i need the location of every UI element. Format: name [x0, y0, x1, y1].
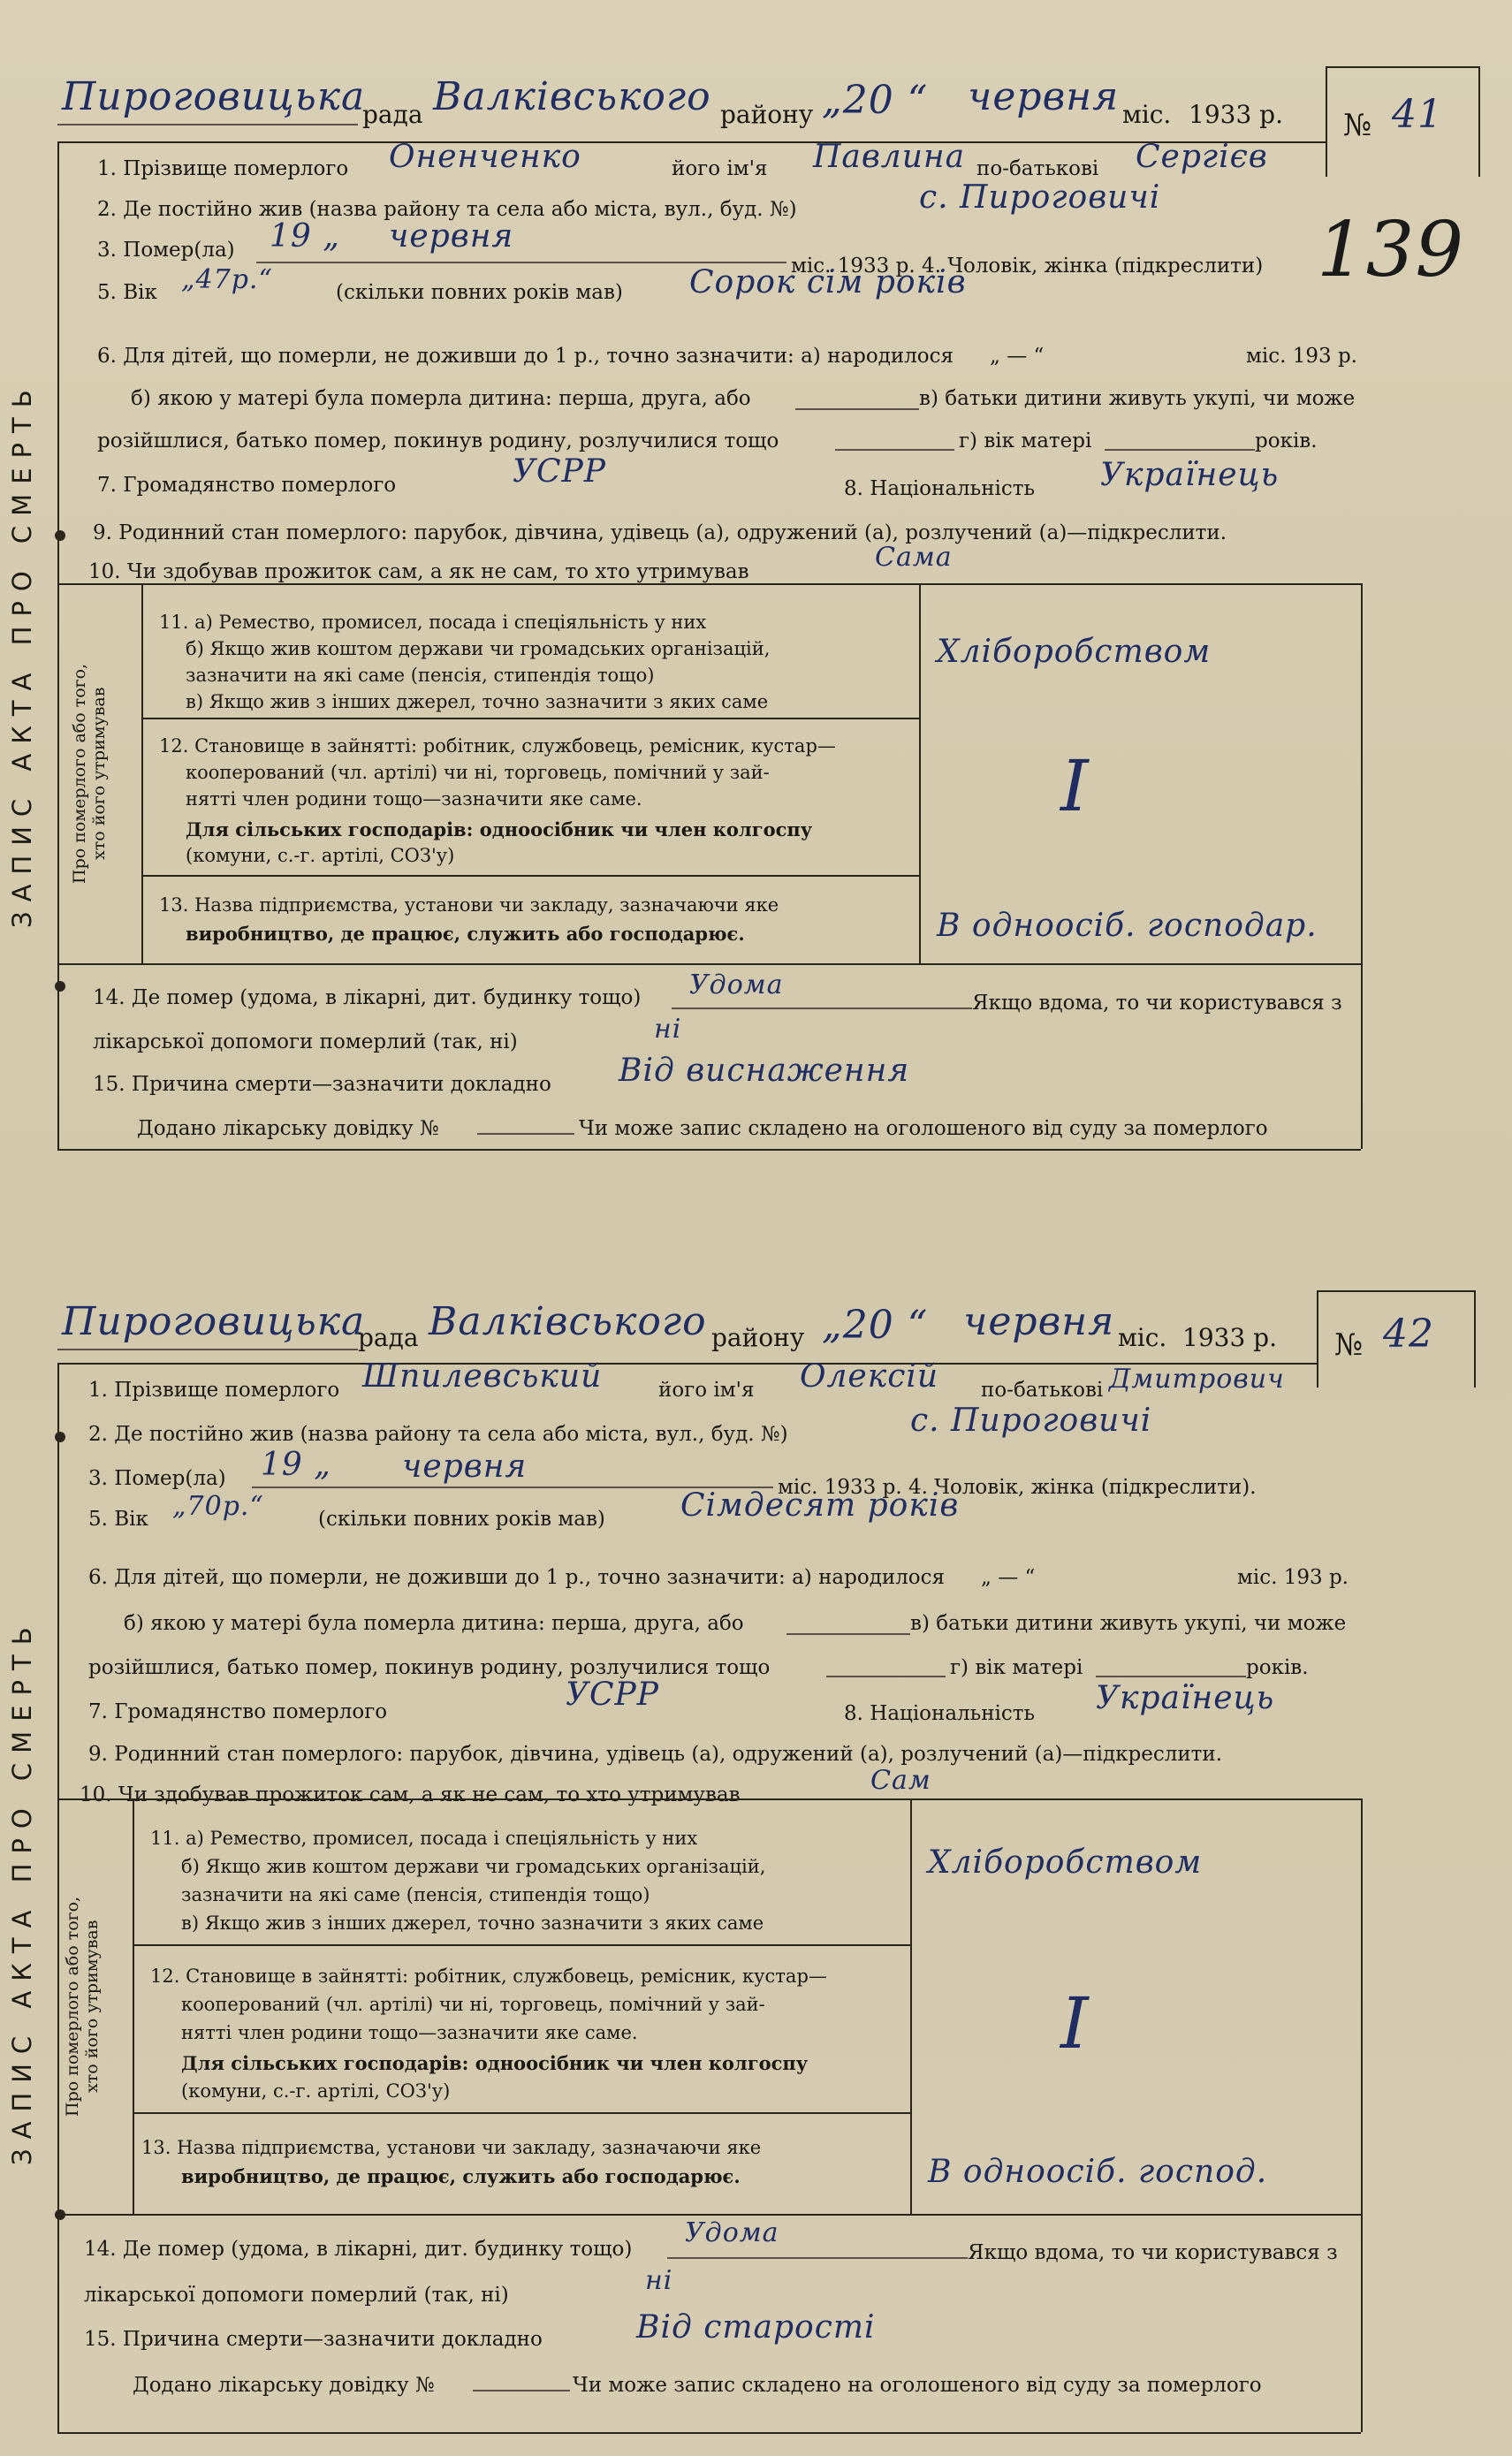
- district-name: Валківського: [433, 74, 711, 119]
- l6-a: 6. Для дітей, що померли, не доживши до 1 р., точно зазначити: а) народилося: [88, 1566, 946, 1589]
- underline: [256, 262, 786, 263]
- side-caption: Про померлого або того, хто його утримував: [63, 1896, 102, 2117]
- number-sign: №: [1343, 108, 1372, 143]
- inner-top: [57, 583, 1361, 585]
- residence: с. Пироговичі: [919, 179, 1161, 216]
- death-place: Удома: [689, 969, 784, 1000]
- l5-mid: (скільки повних років мав): [336, 281, 623, 304]
- l12-val: I: [1060, 745, 1090, 827]
- l6-c: розійшлися, батько помер, покинув родину, розлучилися тощо: [97, 430, 779, 452]
- l12-5: (комуни, с.-г. артілі, СОЗ'у): [186, 845, 455, 866]
- bracket-number: 139: [1317, 206, 1465, 294]
- l8-label: 8. Національність: [844, 1702, 1036, 1725]
- nationality: Українець: [1100, 457, 1280, 493]
- l1-patr: по-батькові: [981, 1379, 1104, 1402]
- number-box-top: [1317, 1290, 1476, 1292]
- l15: 15. Причина смерти—зазначити докладно: [93, 1073, 551, 1096]
- punch-hole: [55, 530, 65, 541]
- l12-1: 12. Становище в зайнятті: робітник, службовець, ремісник, кустар—: [150, 1966, 827, 1987]
- citizenship: УСРР: [513, 453, 607, 490]
- l6-c-end: років.: [1255, 430, 1318, 452]
- l13-val: В одноосіб. господ.: [928, 2154, 1268, 2190]
- cause: Від старості: [636, 2309, 876, 2346]
- l13-1: 13. Назва підприємства, установи чи закладу, зазначаючи яке: [159, 894, 779, 916]
- l12-3: нятті член родини тощо—зазначити яке саме.: [181, 2022, 638, 2043]
- l12-val: I: [1060, 1982, 1090, 2064]
- l6-b: б) якою у матері була померла дитина: перша, друга, або: [131, 387, 751, 410]
- cause: Від виснаження: [619, 1053, 910, 1089]
- underline: [786, 1633, 910, 1635]
- inner-divider: [919, 583, 921, 963]
- patronymic: Сергієв: [1136, 139, 1268, 175]
- inner-bottom: [57, 963, 1361, 965]
- l7-label: 7. Громадянство померлого: [97, 474, 397, 497]
- underline: [826, 1676, 946, 1677]
- l6-b-end: в) батьки дитини живуть укупі, чи може: [919, 387, 1356, 410]
- number-box-right: [1474, 1290, 1476, 1388]
- frame-left: [57, 1363, 59, 2432]
- underline: [672, 1007, 972, 1009]
- l3-rest: міс. 1933 р. 4. Чоловік, жінка (підкреслити): [791, 255, 1264, 278]
- l6-c-mid: г) вік матері: [959, 430, 1092, 452]
- rada-label: рада: [362, 100, 423, 129]
- l1-name: його ім'я: [658, 1379, 755, 1402]
- l13-val: В одноосіб. господар.: [937, 908, 1318, 944]
- l12-5: (комуни, с.-г. артілі, СОЗ'у): [181, 2080, 451, 2102]
- residence: с. Пироговичі: [910, 1403, 1152, 1439]
- punch-hole: [55, 1432, 65, 1442]
- underline: [57, 1349, 358, 1350]
- record-number: 41: [1392, 92, 1443, 137]
- l13-2: виробництво, де працює, служить або господарює.: [181, 2165, 741, 2187]
- l10: 10. Чи здобував прожиток сам, а як не сам, то хто утримував: [80, 1783, 741, 1806]
- l9: 9. Родинний стан померлого: парубок, дівчина, удівець (а), одружений (а), розлучений (а)—підкреслити.: [88, 1743, 1223, 1766]
- frame-bottom: [57, 2432, 1361, 2434]
- died-day: 19 „: [261, 1447, 331, 1483]
- age: „70р.“: [172, 1491, 264, 1522]
- l12-2: кооперований (чл. артілі) чи ні, торговець, помічний у зай-: [181, 1994, 765, 2015]
- underline: [57, 124, 358, 125]
- age-words: Сімдесят років: [680, 1487, 960, 1524]
- month: червня: [968, 74, 1120, 119]
- l6-c-end: років.: [1246, 1656, 1309, 1679]
- l11-2: б) Якщо жив коштом держави чи громадських організацій,: [181, 1856, 766, 1877]
- l11-3: зазначити на які саме (пенсія, стипендія тощо): [181, 1884, 650, 1905]
- l5-mid: (скільки повних років мав): [318, 1508, 605, 1531]
- district-name: Валківського: [429, 1299, 707, 1344]
- died-month: червня: [402, 1449, 528, 1485]
- l3-label: 3. Помер(ла): [97, 239, 235, 262]
- year-label: 1933 р.: [1189, 100, 1283, 129]
- row-sep-11: [141, 718, 919, 719]
- l13-1: 13. Назва підприємства, установи чи закладу, зазначаючи яке: [141, 2137, 762, 2158]
- underline: [667, 2257, 968, 2259]
- l11-val: Хліборобством: [937, 634, 1212, 670]
- inner-divider: [910, 1798, 912, 2214]
- l12-4: Для сільських господарів: одноосібник чи член колгоспу: [181, 2052, 809, 2074]
- l11-4: в) Якщо жив з інших джерел, точно зазначити з яких саме: [186, 691, 769, 712]
- l6-c: розійшлися, батько помер, покинув родину, розлучилися тощо: [88, 1656, 771, 1679]
- punch-hole: [55, 981, 65, 992]
- l12-2: кооперований (чл. артілі) чи ні, торговець, помічний у зай-: [186, 762, 770, 783]
- l6-a-val: „ — “: [990, 345, 1045, 368]
- l3-label: 3. Помер(ла): [88, 1467, 226, 1490]
- death-place: Удома: [685, 2217, 779, 2248]
- underline: [835, 449, 954, 451]
- day: „20 “: [822, 1303, 929, 1348]
- l11-2: б) Якщо жив коштом держави чи громадських організацій,: [186, 638, 771, 659]
- l16: Додано лікарську довідку №: [133, 2374, 435, 2397]
- nationality: Українець: [1096, 1680, 1275, 1716]
- l11-1: 11. а) Ремество, промисел, посада і спеціяльність у них: [150, 1828, 698, 1849]
- l6-b: б) якою у матері була померла дитина: перша, друга, або: [124, 1612, 744, 1635]
- row-sep-12: [133, 2112, 910, 2114]
- l14-end: Якщо вдома, то чи користувався з: [968, 2241, 1338, 2264]
- l13-2: виробництво, де працює, служить або господарює.: [186, 923, 745, 945]
- frame-right: [1361, 583, 1363, 1149]
- l14-2: лікарської допомоги померлий (так, ні): [93, 1030, 518, 1053]
- age: „47р.“: [181, 264, 273, 295]
- patronymic: Дмитрович: [1109, 1364, 1285, 1395]
- died-day: 19 „: [270, 218, 340, 255]
- l10-val: Сама: [875, 542, 953, 573]
- l16-end: Чи може запис складено на оголошеного від суду за померлого: [579, 1117, 1268, 1140]
- side-title: ЗАПИС АКТА ПРО СМЕРТЬ: [7, 1617, 37, 2165]
- l11-1: 11. а) Ремество, промисел, посада і спеціяльність у них: [159, 612, 707, 633]
- l2-label: 2. Де постійно жив (назва району та села або міста, вул., буд. №): [97, 198, 797, 221]
- l14-end: Якщо вдома, то чи користувався з: [972, 992, 1342, 1015]
- l12-3: нятті член родини тощо—зазначити яке саме.: [186, 788, 642, 810]
- side-caption: Про померлого або того, хто його утримував: [70, 663, 109, 884]
- l2-label: 2. Де постійно жив (назва району та села або міста, вул., буд. №): [88, 1423, 788, 1446]
- l6-a: 6. Для дітей, що померли, не доживши до 1 р., точно зазначити: а) народилося: [97, 345, 954, 368]
- first-name: Олексій: [800, 1358, 939, 1395]
- l1-label: 1. Прізвище померлого: [88, 1379, 340, 1402]
- med-help: ні: [645, 2265, 673, 2296]
- raion-label: району: [711, 1323, 805, 1352]
- l16-end: Чи може запис складено на оголошеного від суду за померлого: [573, 2374, 1262, 2397]
- inner-top: [57, 1798, 1361, 1800]
- first-name: Павлина: [813, 139, 966, 175]
- frame-right: [1361, 1798, 1363, 2432]
- underline: [473, 2390, 570, 2391]
- raion-label: району: [720, 100, 814, 129]
- died-month: червня: [389, 218, 514, 255]
- number-sign: №: [1334, 1327, 1364, 1363]
- l1-name: його ім'я: [672, 157, 768, 180]
- age-words: Сорок сім років: [689, 264, 967, 300]
- l1-label: 1. Прізвище померлого: [97, 157, 349, 180]
- l14-1: 14. Де помер (удома, в лікарні, дит. будинку тощо): [93, 986, 642, 1009]
- l11-val: Хліборобством: [928, 1844, 1203, 1881]
- l6-c-mid: г) вік матері: [950, 1656, 1083, 1679]
- council-name: Пироговицька: [62, 1299, 366, 1344]
- underline: [1105, 449, 1255, 451]
- underline: [477, 1133, 574, 1135]
- l1-patr: по-батькові: [976, 157, 1099, 180]
- inner-left: [133, 1798, 134, 2214]
- l12-4: Для сільських господарів: одноосібник чи член колгоспу: [186, 818, 813, 840]
- l12-1: 12. Становище в зайнятті: робітник, службовець, ремісник, кустар—: [159, 735, 836, 757]
- l8-label: 8. Національність: [844, 477, 1036, 500]
- l11-3: зазначити на які саме (пенсія, стипендія тощо): [186, 665, 655, 686]
- mis-label: міс.: [1118, 1323, 1167, 1352]
- frame-left: [57, 141, 59, 1149]
- mis-label: міс.: [1122, 100, 1172, 129]
- number-box-left: [1326, 66, 1327, 177]
- surname: Шпилевський: [362, 1358, 603, 1395]
- surname: Оненченко: [389, 139, 581, 175]
- number-box-right: [1478, 66, 1480, 177]
- l5-label: 5. Вік: [88, 1508, 148, 1531]
- med-help: ні: [654, 1014, 682, 1045]
- number-box-left: [1317, 1290, 1318, 1388]
- l6-b-end: в) батьки дитини живуть укупі, чи може: [910, 1612, 1347, 1635]
- l16: Додано лікарську довідку №: [137, 1117, 439, 1140]
- l15: 15. Причина смерти—зазначити докладно: [84, 2328, 543, 2351]
- l6-a-end: міс. 193 р.: [1246, 345, 1357, 368]
- rada-label: рада: [358, 1323, 419, 1352]
- frame-bottom: [57, 1149, 1361, 1151]
- citizenship: УСРР: [566, 1677, 660, 1713]
- row-sep-11: [133, 1944, 910, 1946]
- underline: [795, 408, 919, 410]
- day: „20 “: [822, 78, 929, 123]
- row-sep-12: [141, 875, 919, 877]
- l11-4: в) Якщо жив з інших джерел, точно зазначити з яких саме: [181, 1912, 764, 1934]
- l14-1: 14. Де помер (удома, в лікарні, дит. будинку тощо): [84, 2238, 633, 2261]
- l10: 10. Чи здобував прожиток сам, а як не сам, то хто утримував: [88, 560, 749, 583]
- inner-left: [141, 583, 143, 963]
- l7-label: 7. Громадянство померлого: [88, 1700, 388, 1723]
- number-box-top: [1326, 66, 1480, 68]
- l6-a-end: міс. 193 р.: [1237, 1566, 1349, 1589]
- council-name: Пироговицька: [62, 74, 366, 119]
- inner-bottom: [57, 2214, 1361, 2216]
- l3-rest: міс. 1933 р. 4. Чоловік, жінка (підкреслити).: [778, 1476, 1257, 1499]
- l6-a-val: „ — “: [981, 1566, 1036, 1589]
- record-number: 42: [1383, 1312, 1434, 1357]
- l5-label: 5. Вік: [97, 281, 157, 304]
- l9: 9. Родинний стан померлого: парубок, дівчина, удівець (а), одружений (а), розлучений (а)—підкреслити.: [93, 521, 1227, 544]
- l14-2: лікарської допомоги померлий (так, ні): [84, 2284, 509, 2307]
- month: червня: [963, 1299, 1115, 1344]
- year-label: 1933 р.: [1182, 1323, 1277, 1352]
- underline: [1096, 1676, 1246, 1677]
- l10-val: Сам: [870, 1765, 931, 1796]
- side-title: ЗАПИС АКТА ПРО СМЕРТЬ: [7, 380, 37, 928]
